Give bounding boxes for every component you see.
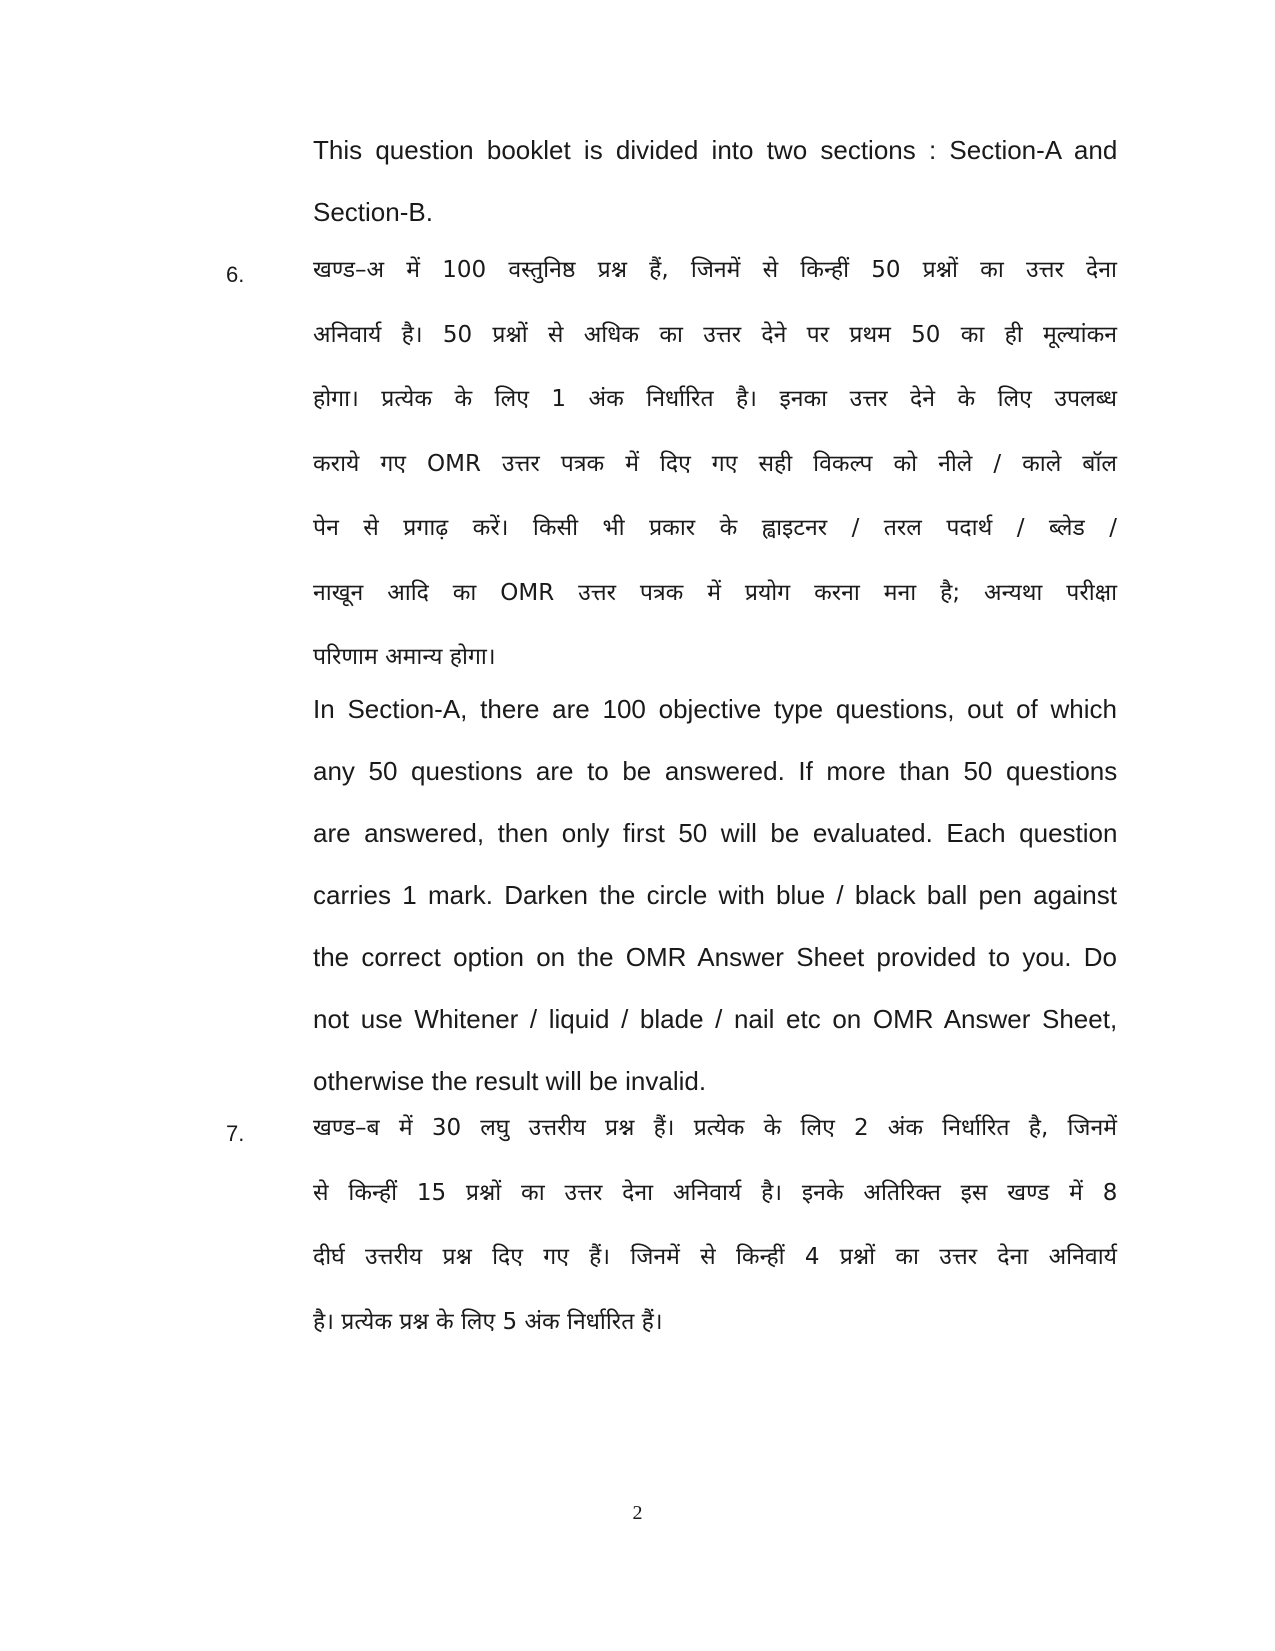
item-6-hindi-paragraph [313,238,1117,690]
item-6-number: 6. [226,262,245,287]
item-6-english-line: otherwise the result will be invalid. [313,1066,707,1096]
intro-paragraph [313,119,1117,243]
item-7-hindi-paragraph [313,1096,1117,1354]
item-7-hindi-line: खण्ड–ब में 30 लघु उत्तरीय प्रश्न हैं। प्रत्येक के लिए 2 अंक निर्धारित है, जिनमें [313,1115,1117,1141]
item-6-english-line: the correct option on the OMR Answer Sheet provided to you. Do [313,942,1117,972]
item-6-english-line: any 50 questions are to be answered. If more than 50 questions [313,756,1118,786]
item-6-english-line: not use Whitener / liquid / blade / nail etc on OMR Answer Sheet, [313,1004,1118,1034]
item-6-english-paragraph [313,678,1117,1112]
item-7-hindi-line: से किन्हीं 15 प्रश्नों का उत्तर देना अनिवार्य है। इनके अतिरिक्त इस खण्ड में 8 [313,1179,1118,1206]
item-6-english-line: carries 1 mark. Darken the circle with blue / black ball pen against [313,880,1117,910]
page-number: 2 [632,1502,643,1524]
item-6-english-line: are answered, then only first 50 will be evaluated. Each question [313,818,1118,848]
item-6-hindi-line: परिणाम अमान्य होगा। [313,644,496,670]
item-6-english-line: In Section-A, there are 100 objective type questions, out of which [313,694,1117,724]
item-6-hindi-line: कराये गए OMR उत्तर पत्रक में दिए गए सही विकल्प को नीले / काले बॉल [313,450,1117,477]
item-6-hindi-line: पेन से प्रगाढ़ करें। किसी भी प्रकार के ह्वाइटनर / तरल पदार्थ / ब्लेड / [313,515,1118,541]
item-6-hindi-line: खण्ड–अ में 100 वस्तुनिष्ठ प्रश्न हैं, जिनमें से किन्हीं 50 प्रश्नों का उत्तर देना [313,257,1117,283]
item-7-number: 7. [226,1121,245,1146]
item-6-hindi-line: अनिवार्य है। 50 प्रश्नों से अधिक का उत्तर देने पर प्रथम 50 का ही मूल्यांकन [313,321,1117,348]
item-6-hindi-line: नाखून आदि का OMR उत्तर पत्रक में प्रयोग करना मना है; अन्यथा परीक्षा [313,579,1118,606]
intro-line: This question booklet is divided into two sections : Section-A and [313,135,1118,165]
item-7-hindi-line: दीर्घ उत्तरीय प्रश्न दिए गए हैं। जिनमें से किन्हीं 4 प्रश्नों का उत्तर देना अनिवार्य [313,1244,1117,1270]
item-7-hindi-line: है। प्रत्येक प्रश्न के लिए 5 अंक निर्धारित हैं। [313,1308,663,1335]
intro-line: Section-B. [313,197,433,227]
item-6-hindi-line: होगा। प्रत्येक के लिए 1 अंक निर्धारित है। इनका उत्तर देने के लिए उपलब्ध [313,386,1117,412]
